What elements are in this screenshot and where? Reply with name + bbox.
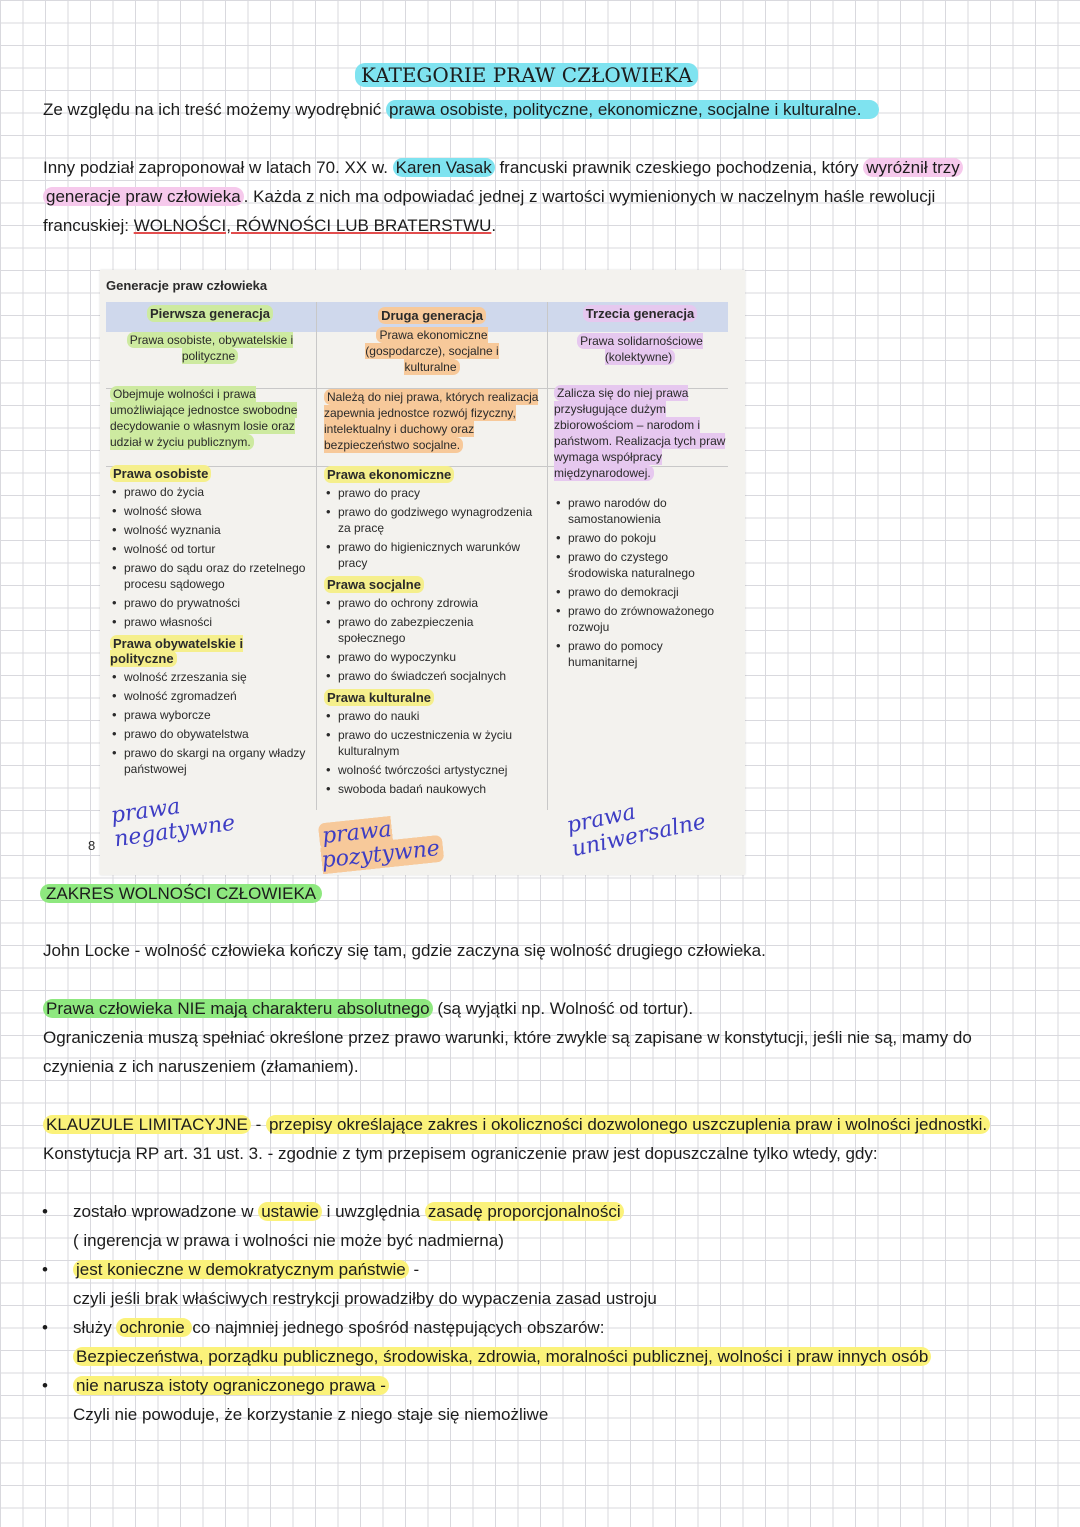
klauzule-definition: KLAUZULE LIMITACYJNE - przepisy określające zakres i okoliczności dozwolonego uszczuplenia praw i wolności jednostki. <box>43 1110 990 1139</box>
list-item: • prawo narodów do samostanowienia <box>568 495 726 527</box>
vasak-line-2: generacje praw człowieka . Każda z nich ma odpowiadać jednej z wartości wymienionych w naczelnym haśle rewolucji <box>43 182 935 211</box>
intro-lead: Ze względu na ich treść możemy wyodrębnić <box>43 100 386 119</box>
condition-2: jest konieczne w demokratycznym państwie - <box>73 1255 419 1284</box>
absolute-line: Prawa człowieka NIE mają charakteru absolutnego (są wyjątki np. Wolność od tortur). <box>43 994 693 1023</box>
vasak-name: Karen Vasak <box>393 158 495 177</box>
vasak-line-1: Inny podział zaproponował w latach 70. XX w. Karen Vasak francuski prawnik czeskiego pochodzenia, który wyróżnił trzy <box>43 153 963 182</box>
bullet: • <box>42 1376 48 1395</box>
rights-list <box>110 484 310 630</box>
rights-list <box>324 485 540 571</box>
page-number: 8 <box>88 838 96 853</box>
list-item: • prawo do sądu oraz do rzetelnego procesu sądowego <box>124 560 310 592</box>
condition-1: zostało wprowadzone w ustawie i uwzględnia zasadę proporcjonalności <box>73 1197 624 1226</box>
column-description: Zalicza się do niej prawa przysługujące dużym zbiorowościom – narodom i państwom. Realizacja tych praw wymaga współpracy międzynarodowej. <box>554 386 726 480</box>
section-heading-zakres: ZAKRES WOLNOŚCI CZŁOWIEKA <box>40 879 322 908</box>
handwritten-note: prawa pozytywne <box>318 807 502 874</box>
column-first-generation <box>110 306 310 780</box>
column-divider <box>547 302 548 810</box>
list-item: • wolność zrzeszania się <box>124 669 310 685</box>
rights-list <box>554 495 726 670</box>
list-item: • prawo do świadczeń socjalnych <box>338 668 540 684</box>
group-title: Prawa obywatelskie i polityczne <box>110 636 244 666</box>
list-item: • prawo do zabezpieczenia społecznego <box>338 614 540 646</box>
list-item: • prawo do godziwego wynagrodzenia za pracę <box>338 504 540 536</box>
condition-3: służy ochronie co najmniej jednego spośród następujących obszarów: <box>73 1318 605 1337</box>
group-title: Prawa socjalne <box>324 576 424 593</box>
list-item: • prawo do życia <box>124 484 310 500</box>
list-item: • prawo do demokracji <box>568 584 726 600</box>
list-item: • prawo do pracy <box>338 485 540 501</box>
page-title: KATEGORIE PRAW CZŁOWIEKA <box>355 60 698 90</box>
column-category: Prawa osobiste, obywatelskie i polityczne <box>127 332 293 364</box>
constitution-line: Konstytucja RP art. 31 ust. 3. - zgodnie z tym przepisem ograniczenie praw jest dopuszczalne tylko wtedy, gdy: <box>43 1144 878 1163</box>
list-item: • wolność zgromadzeń <box>124 688 310 704</box>
handwritten-note: prawa negatywne <box>109 794 237 853</box>
bullet: • <box>42 1318 48 1337</box>
column-divider <box>316 302 317 810</box>
bullet: • <box>42 1260 48 1279</box>
list-item: • prawo do skargi na organy władzy państwowej <box>124 745 310 777</box>
list-item: • swoboda badań naukowych <box>338 781 540 797</box>
list-item: • prawo do czystego środowiska naturalnego <box>568 549 726 581</box>
list-item: • prawo własności <box>124 614 310 630</box>
column-second-generation <box>324 306 540 800</box>
textbook-figure <box>88 270 745 875</box>
list-item: • prawo do zrównoważonego rozwoju <box>568 603 726 635</box>
list-item: • prawa wyborcze <box>124 707 310 723</box>
locke-quote: John Locke - wolność człowieka kończy się tam, gdzie zaczyna się wolność drugiego człowieka. <box>43 941 766 960</box>
column-header: Trzecia generacja <box>583 305 697 322</box>
rights-list <box>324 708 540 797</box>
rights-list <box>110 669 310 777</box>
condition-4: nie narusza istoty ograniczonego prawa - <box>73 1371 389 1400</box>
column-header: Pierwsza generacja <box>147 305 273 322</box>
list-item: • prawo do higienicznych warunków pracy <box>338 539 540 571</box>
rights-list <box>324 595 540 684</box>
list-item: • wolność twórczości artystycznej <box>338 762 540 778</box>
list-item: • prawo do uczestniczenia w życiu kulturalnym <box>338 727 540 759</box>
list-item: • prawo do prywatności <box>124 595 310 611</box>
intro-paragraph <box>43 95 879 124</box>
column-category: Prawa solidarnościowe (kolektywne) <box>577 333 703 365</box>
handwritten-note: prawa uniwersalne <box>564 799 709 863</box>
restrictions-line-2: czynienia z ich naruszeniem (złamaniem). <box>43 1057 359 1076</box>
column-category: Prawa ekonomiczne (gospodarcze), socjalne i kulturalne <box>365 328 499 374</box>
list-item: • wolność wyznania <box>124 522 310 538</box>
group-title: Prawa osobiste <box>110 465 211 482</box>
list-item: • wolność od tortur <box>124 541 310 557</box>
bullet: • <box>42 1202 48 1221</box>
intro-highlight: prawa osobiste, polityczne, ekonomiczne, socjalne i kulturalne. <box>386 100 879 119</box>
column-description: Należą do niej prawa, których realizacja zapewnia jednostce rozwój fizyczny, intelektualny i duchowy oraz bezpieczeństwo socjalne. <box>324 390 539 452</box>
column-header: Druga generacja <box>378 307 486 324</box>
condition-2-note: czyli jeśli brak właściwych restrykcji prowadziłby do wypaczenia zasad ustroju <box>73 1289 657 1308</box>
list-item: • prawo do ochrony zdrowia <box>338 595 540 611</box>
condition-4-note: Czyli nie powoduje, że korzystanie z niego staje się niemożliwe <box>73 1405 549 1424</box>
list-item: • prawo do obywatelstwa <box>124 726 310 742</box>
restrictions-line-1: Ograniczenia muszą spełniać określone przez prawo warunki, które zwykle są zapisane w konstytucji, jeśli nie są, mamy do <box>43 1028 972 1047</box>
revolution-values: WOLNOŚCI, RÓWNOŚCI LUB BRATERSTWU <box>133 216 492 235</box>
klauzule-term: KLAUZULE LIMITACYJNE <box>43 1115 251 1134</box>
list-item: • prawo do pokoju <box>568 530 726 546</box>
list-item: • prawo do pomocy humanitarnej <box>568 638 726 670</box>
vasak-line-3: francuskiej: WOLNOŚCI, RÓWNOŚCI LUB BRATERSTWU. <box>43 216 497 235</box>
group-title: Prawa ekonomiczne <box>324 466 454 483</box>
column-description: Obejmuje wolności i prawa umożliwiające jednostce swobodne decydowanie o własnym losie oraz udział w życiu publicznym. <box>110 387 298 449</box>
condition-1-note: ( ingerencja w prawa i wolności nie może być nadmierna) <box>73 1231 504 1250</box>
column-third-generation <box>554 306 726 673</box>
condition-3-note: Bezpieczeństwa, porządku publicznego, środowiska, zdrowia, moralności publicznej, wolności i praw innych osób <box>73 1342 931 1371</box>
list-item: • prawo do nauki <box>338 708 540 724</box>
list-item: • prawo do wypoczynku <box>338 649 540 665</box>
list-item: • wolność słowa <box>124 503 310 519</box>
group-title: Prawa kulturalne <box>324 689 434 706</box>
figure-caption: Generacje praw człowieka <box>106 278 268 293</box>
